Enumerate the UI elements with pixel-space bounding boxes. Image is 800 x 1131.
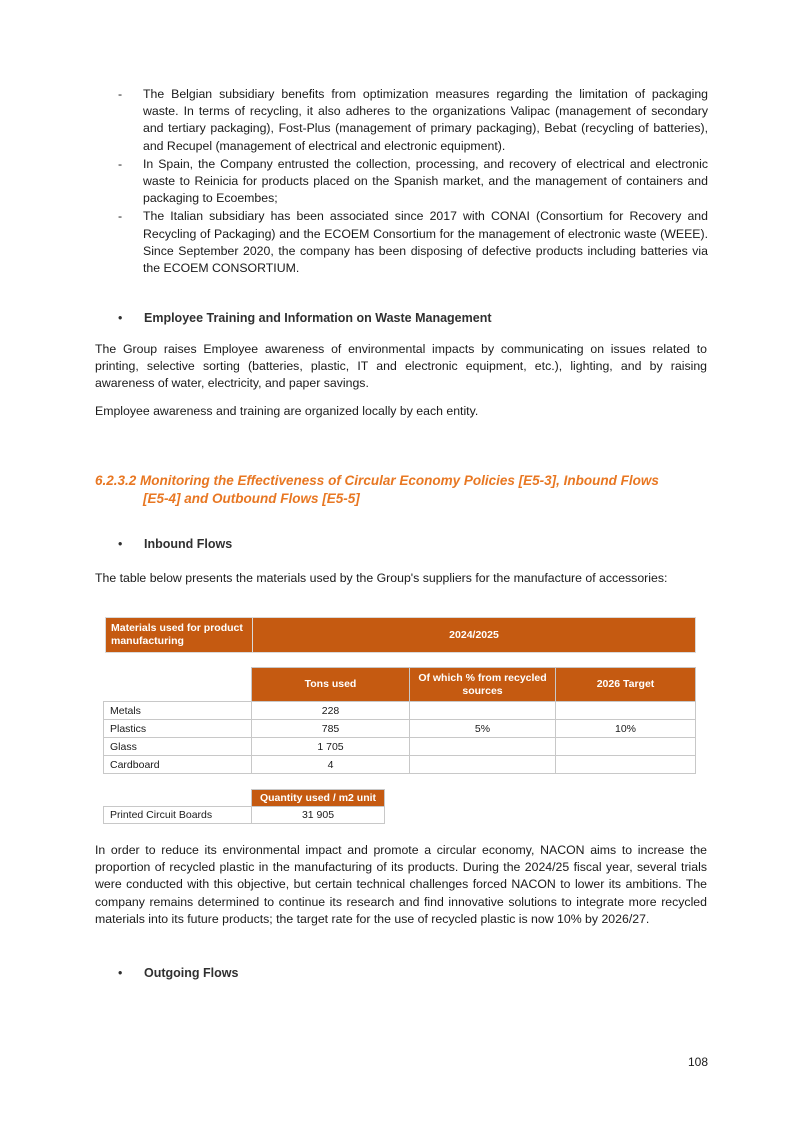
section-heading-line1: 6.2.3.2 Monitoring the Effectiveness of Circular Economy Policies [E5-3], Inbound Flows	[95, 473, 659, 488]
materials-table	[103, 667, 696, 774]
row-label: Printed Circuit Boards	[104, 806, 252, 823]
row-label: Glass	[104, 738, 252, 756]
list-item-spain	[96, 156, 708, 208]
bullet-dot: •	[118, 537, 123, 551]
table-header-blank	[104, 668, 252, 702]
column-header-recycled: Of which % from recycled sources	[410, 668, 556, 702]
cell-quantity: 31 905	[252, 806, 385, 823]
table-row	[104, 806, 385, 823]
dash-marker: -	[118, 156, 123, 171]
list-item-text: In Spain, the Company entrusted the collection, processing, and recovery of electrical and electronic waste to Reinicia for products placed on the Spanish market, and the management of containers and packaging to Ecoembes;	[143, 156, 708, 206]
bullet-dot: •	[118, 311, 123, 325]
column-header-quantity: Quantity used / m2 unit	[252, 790, 385, 807]
materials-table-header	[105, 617, 696, 653]
cell-target	[556, 756, 696, 774]
dash-marker: -	[118, 209, 123, 224]
cell-tons: 228	[252, 702, 410, 720]
section-heading	[95, 472, 710, 507]
table-row	[104, 738, 696, 756]
cell-recycled	[410, 756, 556, 774]
list-item-text: The Italian subsidiary has been associated since 2017 with CONAI (Consortium for Recovery and Recycling of Packaging) and the ECOEM Consortium for the management of electronic waste (WEEE). Since September 2020, the company has been disposing of defective products including batteries via the ECOEM CONSORTIUM.	[143, 209, 708, 276]
section-heading-line2: [E5-4] and Outbound Flows [E5-5]	[143, 490, 360, 506]
list-item-text: The Belgian subsidiary benefits from optimization measures regarding the limitation of packaging waste. In terms of recycling, it also adheres to the organizations Valipac (management of secondary and tertiary packaging), Fost-Plus (management of primary packaging), Bebat (recycling of batteries), and Recupel (management of electrical and electronic equipment).	[143, 87, 708, 153]
paragraph-table-intro: The table below presents the materials used by the Group's suppliers for the manufacture of accessories:	[95, 571, 668, 585]
bullet-dot: •	[118, 966, 123, 980]
page-number: 108	[688, 1055, 709, 1069]
list-item-belgium	[96, 86, 708, 155]
row-label: Cardboard	[104, 756, 252, 774]
materials-header-label: Materials used for product manufacturing	[106, 618, 253, 653]
column-header-tons: Tons used	[252, 668, 410, 702]
cell-target: 10%	[556, 720, 696, 738]
row-label: Plastics	[104, 720, 252, 738]
table-header-row	[104, 668, 696, 702]
table-row	[104, 756, 696, 774]
table-row	[104, 702, 696, 720]
recycling-partners-list	[96, 86, 708, 278]
dash-marker: -	[118, 87, 123, 101]
pcb-table	[103, 789, 385, 824]
cell-recycled	[410, 702, 556, 720]
row-label: Metals	[104, 702, 252, 720]
paragraph-circular-economy: In order to reduce its environmental impact and promote a circular economy, NACON aims to increase the proportion of recycled plastic in the manufacturing of its products. During the 2024/25 fiscal year, several trials were conducted with this objective, but certain technical challenges forced NACON to lower its ambitions. The company remains determined to continue its research and find innovative solutions to integrate more recycled materials into its future products; the target rate for the use of recycled plastic is now 10% by 2026/27.	[95, 843, 707, 926]
paragraph-local-organization: Employee awareness and training are organized locally by each entity.	[95, 404, 479, 418]
table-row	[104, 720, 696, 738]
cell-recycled: 5%	[410, 720, 556, 738]
table-header-row	[104, 790, 385, 807]
cell-tons: 4	[252, 756, 410, 774]
table-header-blank	[104, 790, 252, 807]
column-header-target: 2026 Target	[556, 668, 696, 702]
cell-recycled	[410, 738, 556, 756]
cell-target	[556, 702, 696, 720]
bullet-outgoing-label: Outgoing Flows	[144, 966, 239, 980]
cell-tons: 1 705	[252, 738, 410, 756]
cell-tons: 785	[252, 720, 410, 738]
bullet-inbound-label: Inbound Flows	[144, 537, 233, 551]
bullet-training-label: Employee Training and Information on Waste Management	[144, 311, 492, 325]
cell-target	[556, 738, 696, 756]
bullet-inbound	[118, 537, 232, 551]
list-item-italy	[96, 208, 708, 277]
materials-header-period: 2024/2025	[253, 618, 696, 653]
paragraph-awareness: The Group raises Employee awareness of environmental impacts by communicating on issues related to printing, selective sorting (batteries, plastic, IT and electronic equipment, etc.), lighting, and by raising awareness of water, electricity, and paper savings.	[95, 342, 707, 391]
bullet-training	[118, 311, 492, 325]
bullet-outgoing	[118, 966, 238, 980]
